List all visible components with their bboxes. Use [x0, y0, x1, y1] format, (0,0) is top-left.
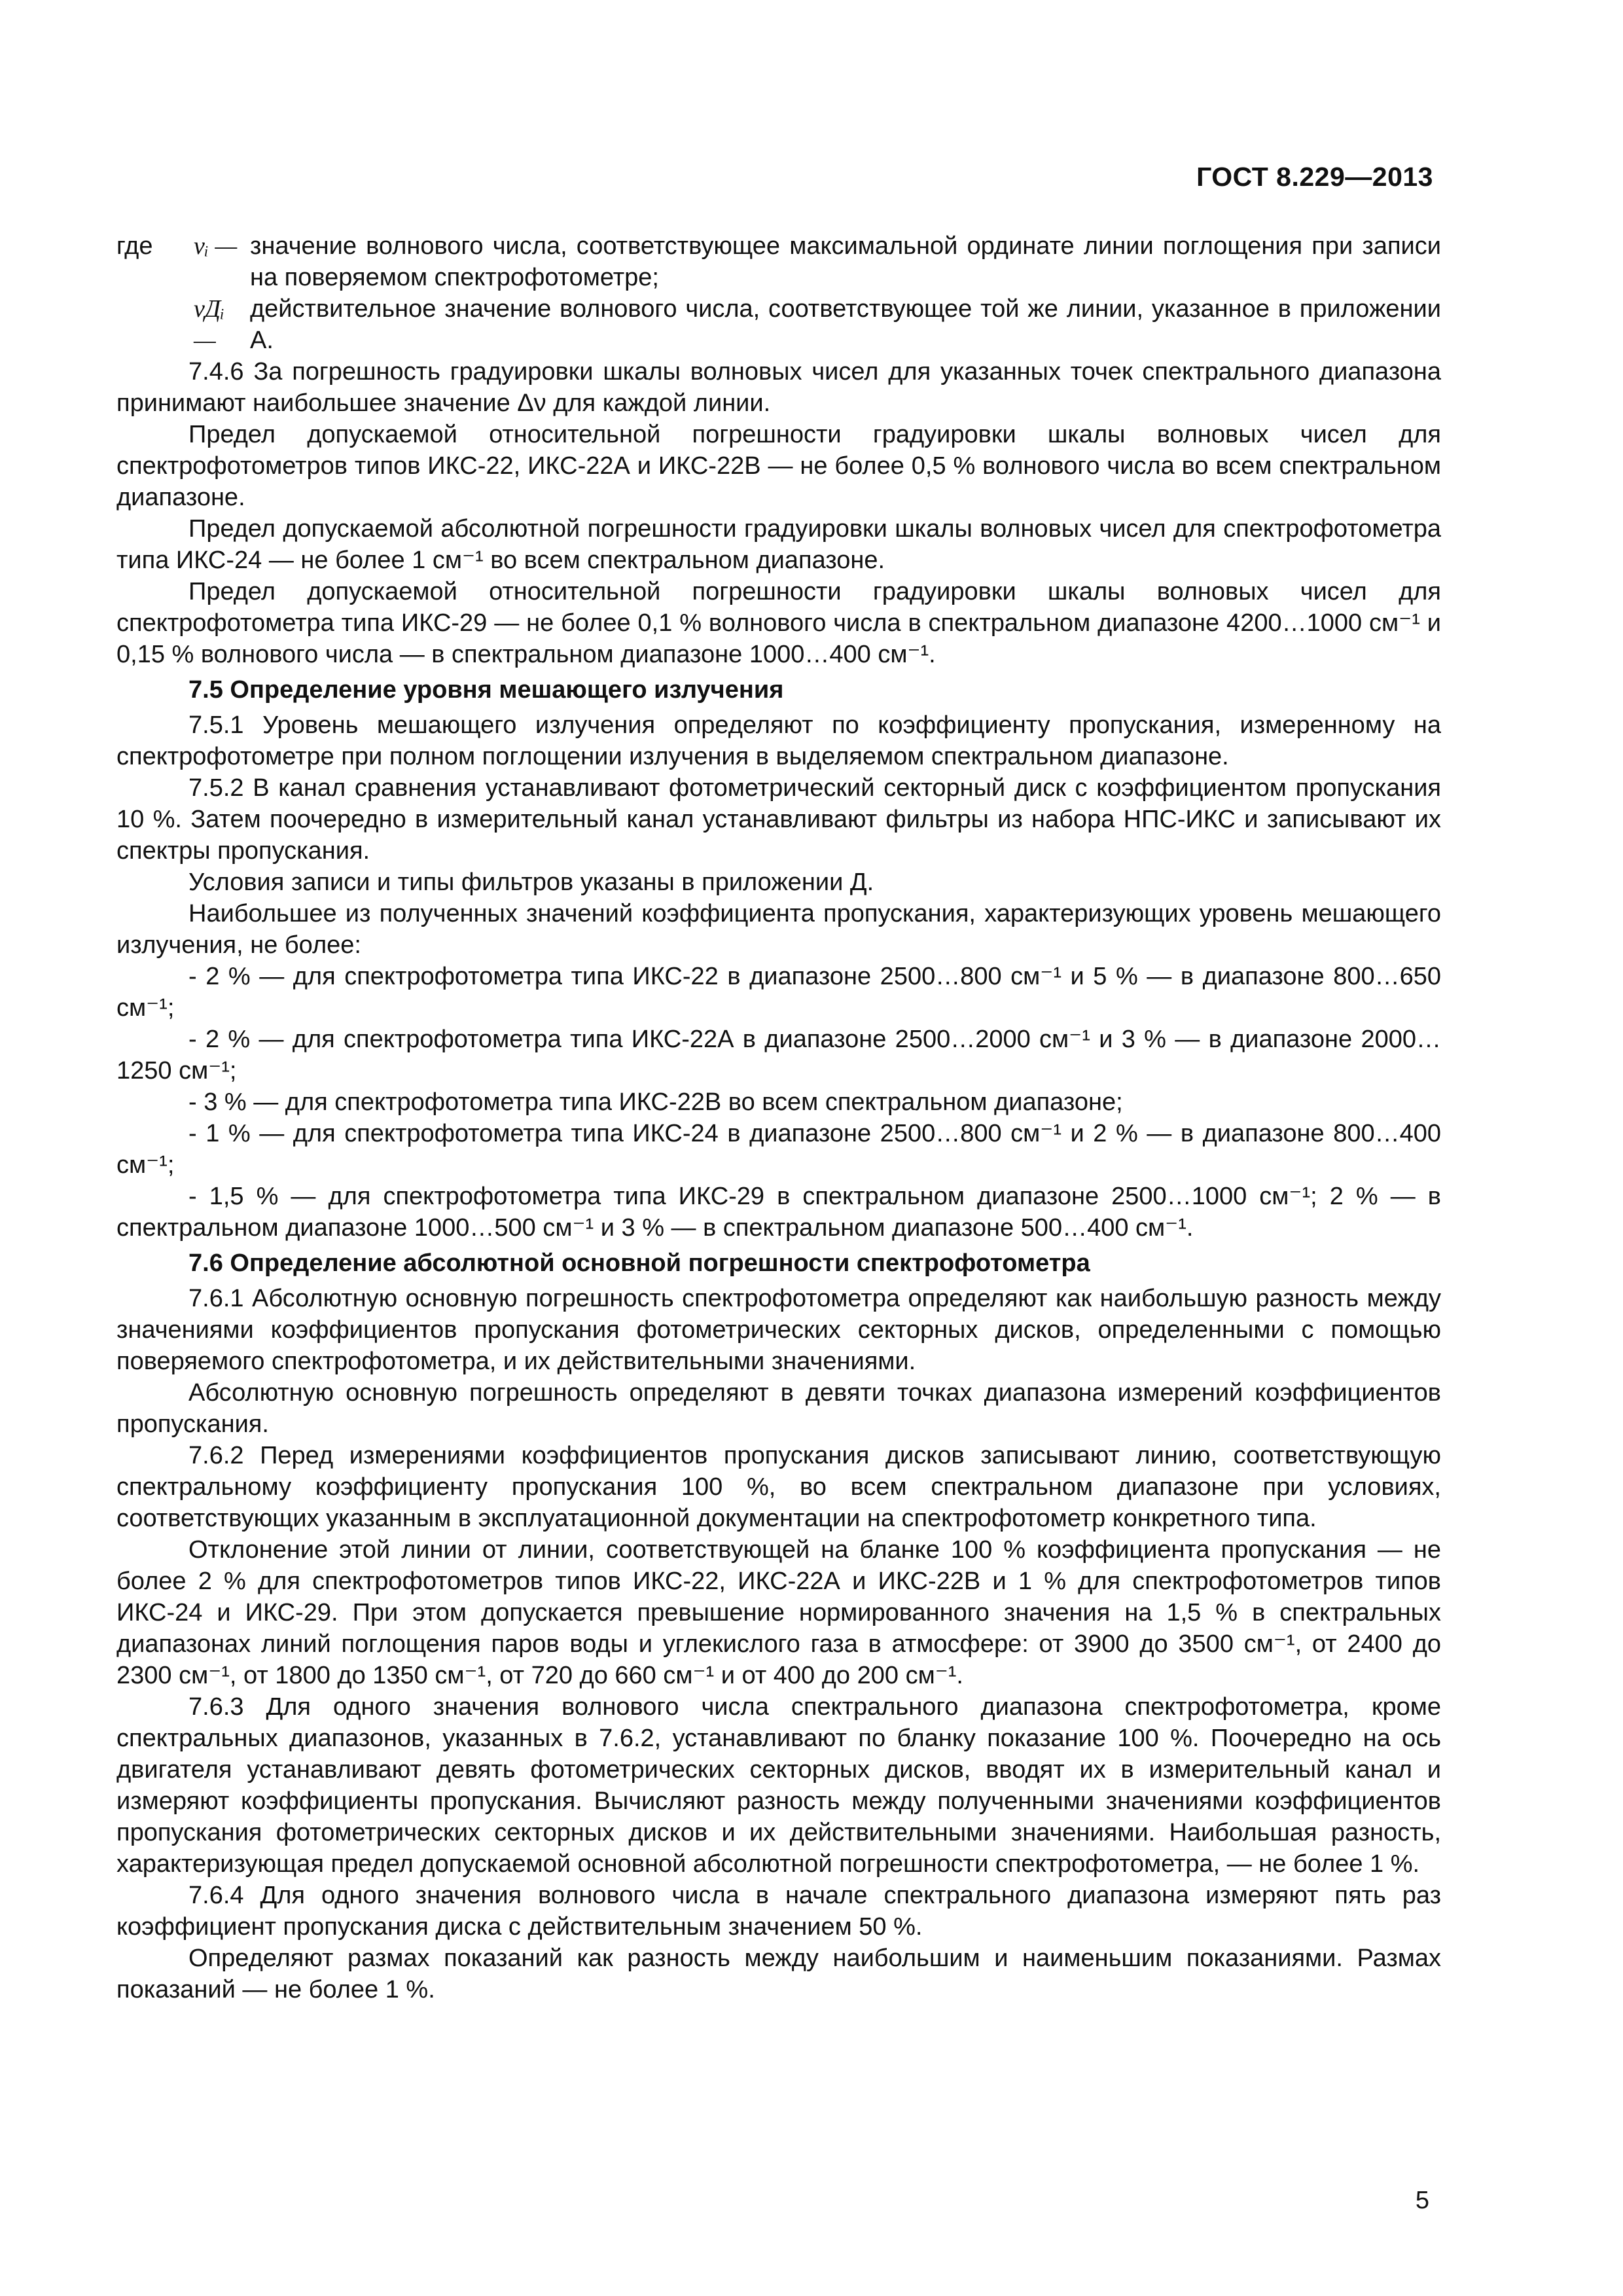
paragraph: Наибольшее из полученных значений коэффициента пропускания, характеризующих уровень мешающего излучения, не более: [116, 900, 1441, 959]
list-item: - 3 % — для спектрофотометра типа ИКС-22В во всем спектральном диапазоне; [188, 1088, 1123, 1116]
paragraph: 7.6.2 Перед измерениями коэффициентов пропускания дисков записывают линию, соответствующую спектральному коэффициенту пропускания 100 %, во всем спектральном диапазоне при условиях, соответствующих указанным в эксплуатационной документации на спектрофотометр конкретного типа. [116, 1442, 1441, 1532]
page-number: 5 [1415, 2187, 1429, 2214]
symbol: νДᵢ — [194, 295, 225, 354]
paragraph: Предел допускаемой относительной погрешности градуировки шкалы волновых чисел для спектрофотометров типов ИКС-22, ИКС-22А и ИКС-22В — не более 0,5 % волнового числа во всем спектральном диапазоне. [116, 421, 1441, 511]
paragraph: Предел допускаемой относительной погрешности градуировки шкалы волновых чисел для спектрофотометра типа ИКС-29 — не более 0,1 % волнового числа в спектральном диапазоне 4200…1000 см⁻¹ и 0,15 % волнового числа — в спектральном диапазоне 1000…400 см⁻¹. [116, 578, 1441, 668]
paragraph: Отклонение этой линии от линии, соответствующей на бланке 100 % коэффициента пропускания — не более 2 % для спектрофотометров типов ИКС-22, ИКС-22А и ИКС-22В и 1 % для спектрофотометров типов ИКС-24 и ИКС-29. При этом допускается превышение нормированного значения на 1,5 % в спектральных диапазонах линий поглощения паров воды и углекислого газа в атмосфере: от 3900 до 3500 см⁻¹, от 2400 до 2300 см⁻¹, от 1800 до 1350 см⁻¹, от 720 до 660 см⁻¹ и от 400 до 200 см⁻¹. [116, 1536, 1441, 1689]
document-body [116, 230, 1441, 2005]
where-item [116, 230, 1441, 293]
list-item: - 1 % — для спектрофотометра типа ИКС-24 в диапазоне 2500…800 см⁻¹ и 2 % — в диапазоне 800…400 см⁻¹; [116, 1120, 1441, 1179]
list-item: - 2 % — для спектрофотометра типа ИКС-22 в диапазоне 2500…800 см⁻¹ и 5 % — в диапазоне 800…650 см⁻¹; [116, 963, 1441, 1022]
paragraph: 7.6.1 Абсолютную основную погрешность спектрофотометра определяют как наибольшую разность между значениями коэффициентов пропускания фотометрических секторных дисков, определенными с помощью поверяемого спектрофотометра, и их действительными значениями. [116, 1285, 1441, 1375]
definition: действительное значение волнового числа, соответствующее той же линии, указанное в приложении А. [250, 295, 1441, 354]
paragraph: Предел допускаемой абсолютной погрешности градуировки шкалы волновых чисел для спектрофотометра типа ИКС-24 — не более 1 см⁻¹ во всем спектральном диапазоне. [116, 515, 1441, 574]
list-item: - 2 % — для спектрофотометра типа ИКС-22А в диапазоне 2500…2000 см⁻¹ и 3 % — в диапазоне 2000…1250 см⁻¹; [116, 1026, 1441, 1085]
where-label: где [116, 232, 153, 260]
section-heading: 7.5 Определение уровня мешающего излучения [188, 676, 784, 704]
section-heading: 7.6 Определение абсолютной основной погрешности спектрофотометра [188, 1249, 1090, 1277]
definition: значение волнового числа, соответствующее максимальной ординате линии поглощения при записи на поверяемом спектрофотометре; [250, 232, 1441, 291]
symbol: νᵢ — [194, 232, 238, 260]
paragraph: 7.5.2 В канал сравнения устанавливают фотометрический секторный диск с коэффициентом пропускания 10 %. Затем поочередно в измерительный канал устанавливают фильтры из набора НПС-ИКС и записывают их спектры пропускания. [116, 774, 1441, 865]
doc-code-header: ГОСТ 8.229—2013 [1196, 162, 1433, 192]
paragraph: Определяют размах показаний как разность между наибольшим и наименьшим показаниями. Размах показаний — не более 1 %. [116, 1945, 1441, 2003]
paragraph: 7.5.1 Уровень мешающего излучения определяют по коэффициенту пропускания, измеренному на спектрофотометре при полном поглощении излучения в выделяемом спектральном диапазоне. [116, 711, 1441, 770]
paragraph: Абсолютную основную погрешность определяют в девяти точках диапазона измерений коэффициентов пропускания. [116, 1379, 1441, 1438]
paragraph: 7.6.4 Для одного значения волнового числа в начале спектрального диапазона измеряют пять раз коэффициент пропускания диска с действительным значением 50 %. [116, 1882, 1441, 1941]
list-item: - 1,5 % — для спектрофотометра типа ИКС-29 в спектральном диапазоне 2500…1000 см⁻¹; 2 % — в спектральном диапазоне 1000…500 см⁻¹ и 3 % — в спектральном диапазоне 500…400 см⁻¹. [116, 1183, 1441, 1242]
paragraph: Условия записи и типы фильтров указаны в приложении Д. [188, 869, 874, 896]
paragraph: 7.4.6 За погрешность градуировки шкалы волновых чисел для указанных точек спектрального диапазона принимают наибольшее значение Δν для каждой линии. [116, 358, 1441, 417]
where-block [116, 230, 1441, 356]
where-item [116, 293, 1441, 356]
requirements-list [116, 961, 1441, 1244]
paragraph: 7.6.3 Для одного значения волнового числа спектрального диапазона спектрофотометра, кроме спектральных диапазонов, указанных в 7.6.2, устанавливают по бланку показание 100 %. Поочередно на ось двигателя устанавливают девять фотометрических секторных дисков, вводят их в измерительный канал и измеряют коэффициенты пропускания. Вычисляют разность между полученными значениями коэффициентов пропускания фотометрических секторных дисков и их действительными значениями. Наибольшая разность, характеризующая предел допускаемой основной абсолютной погрешности спектрофотометра, — не более 1 %. [116, 1693, 1441, 1878]
